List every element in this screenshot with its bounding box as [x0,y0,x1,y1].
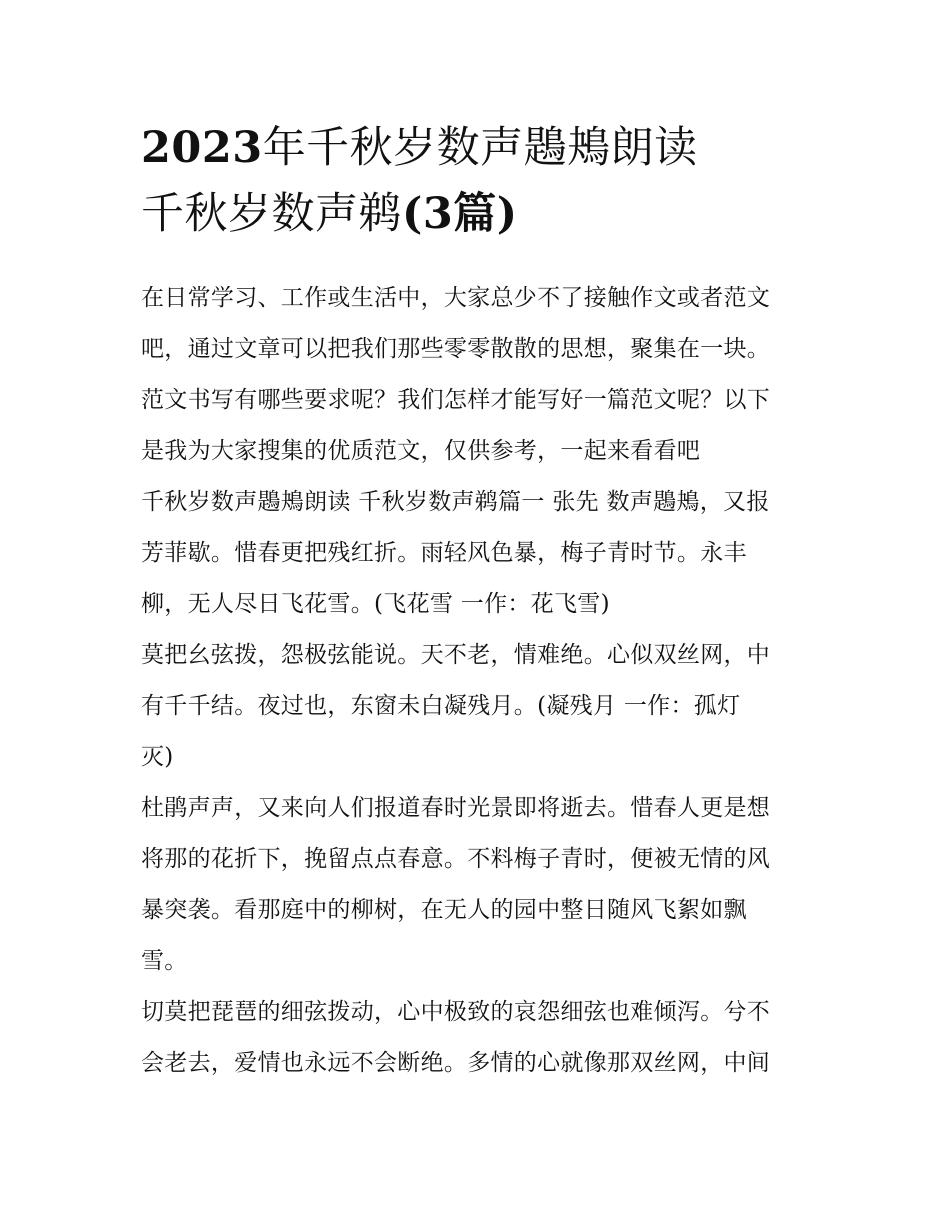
body-line: 芳菲歇。惜春更把残红折。雨轻风色暴，梅子青时节。永丰 [141,540,747,566]
body-line: 有千千结。夜过也，东窗未白凝残月。(凝残月 一作：孤灯 [141,693,741,719]
body-line: 灭) [141,744,174,770]
title-year: 2023 [141,123,263,173]
title-count: (3 [402,189,454,239]
title-line-1-text: 年千秋岁数声鶗鴂朗读 [262,123,698,173]
body-line: 暴突袭。看那庭中的柳树，在无人的园中整日随风飞絮如飘 [141,897,747,923]
body-line: 会老去，爱情也永远不会断绝。多情的心就像那双丝网，中间 [141,1050,771,1076]
document-body [141,273,813,1089]
body-line: 柳，无人尽日飞花雪。(飞花雪 一作：花飞雪) [141,591,610,617]
document-title [141,115,813,247]
body-line: 莫把幺弦拨，怨极弦能说。天不老，情难绝。心似双丝网，中 [141,642,771,668]
title-end: 篇) [453,189,518,239]
body-line: 在日常学习、工作或生活中，大家总少不了接触作文或者范文 [141,285,771,311]
body-line: 将那的花折下，挽留点点春意。不料梅子青时，便被无情的风 [141,846,771,872]
title-line-2-text: 千秋岁数声鹈 [141,189,402,239]
title-line-2 [141,181,813,247]
body-line: 杜鹃声声，又来向人们报道春时光景即将逝去。惜春人更是想 [141,795,771,821]
body-line: 范文书写有哪些要求呢？我们怎样才能写好一篇范文呢？以下 [141,387,771,413]
document-content [141,115,813,1089]
body-line: 千秋岁数声鶗鴂朗读 千秋岁数声鹈篇一 张先 数声鶗鴂，又报 [141,489,770,515]
body-line: 雪。 [141,948,188,974]
body-line: 是我为大家搜集的优质范文，仅供参考，一起来看看吧 [141,438,701,464]
title-line-1 [141,115,813,181]
body-line: 吧，通过文章可以把我们那些零零散散的思想，聚集在一块。 [141,336,771,362]
body-line: 切莫把琵琶的细弦拨动，心中极致的哀怨细弦也难倾泻。兮不 [141,999,771,1025]
